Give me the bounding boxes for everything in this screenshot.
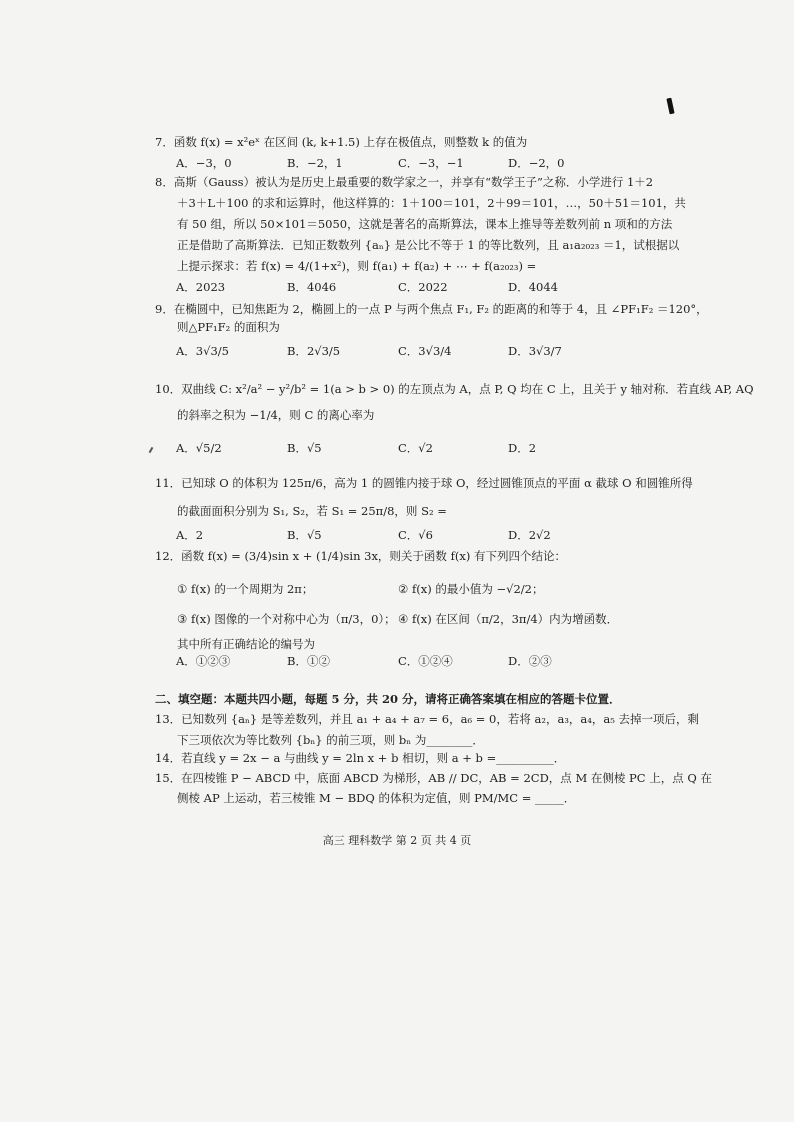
q10-option-b: B．√5 xyxy=(287,441,322,455)
q13-line-1: 13．已知数列 {aₙ} 是等差数列，并且 a₁ + a₄ + a₇ = 6，a₆ = 0，若将 a₂，a₃，a₄，a₅ 去掉一项后，剩 xyxy=(155,712,700,726)
q8-option-d: D．4044 xyxy=(508,280,558,294)
q10-line-1: 10．双曲线 C: x²/a² − y²/b² = 1(a > b > 0) 的左顶点为 A，点 P, Q 均在 C 上，且关于 y 轴对称．若直线 AP, AQ xyxy=(155,382,754,396)
q8-line-1: 8．高斯（Gauss）被认为是历史上最重要的数学家之一，并享有“数学王子”之称．小学进行 1＋2 xyxy=(155,175,654,189)
q11-option-d: D．2√2 xyxy=(508,528,551,542)
scan-speck xyxy=(149,447,154,453)
q12-stem: 12．函数 f(x) = (3/4)sin x + (1/4)sin 3x，则关于函数 f(x) 有下列四个结论： xyxy=(155,549,566,563)
q12-statement-3: ③ f(x) 图像的一个对称中心为（π/3，0）； xyxy=(177,612,396,626)
q11-option-c: C．√6 xyxy=(398,528,433,542)
section2-heading: 二、填空题：本题共四小题，每题 5 分，共 20 分，请将正确答案填在相应的答题卡位置． xyxy=(155,692,621,706)
q10-option-c: C．√2 xyxy=(398,441,433,455)
q12-statement-2: ② f(x) 的最小值为 −√2/2； xyxy=(398,582,544,596)
q9-line-2: 则△PF₁F₂ 的面积为 xyxy=(177,320,280,334)
q13-line-2: 下三项依次为等比数列 {bₙ} 的前三项，则 bₙ 为________． xyxy=(177,733,484,747)
q8-line-5: 上提示探求：若 f(x) = 4/(1+x²)，则 f(a₁) + f(a₂) + ⋯ + f(a₂₀₂₃) = xyxy=(177,259,537,273)
q15-line-1: 15．在四棱锥 P − ABCD 中，底面 ABCD 为梯形，AB // DC，AB = 2CD，点 M 在侧棱 PC 上，点 Q 在 xyxy=(155,771,712,785)
q11-option-b: B．√5 xyxy=(287,528,322,542)
q8-line-3: 有 50 组，所以 50×101＝5050，这就是著名的高斯算法，课本上推导等差数列前 n 项和的方法 xyxy=(177,217,673,231)
q15-line-2: 侧棱 AP 上运动，若三棱锥 M − BDQ 的体积为定值，则 PM/MC = _____． xyxy=(177,791,576,805)
q7-option-b: B．−2，1 xyxy=(287,156,343,170)
q7-option-d: D．−2，0 xyxy=(508,156,565,170)
q9-option-d: D．3√3/7 xyxy=(508,344,562,358)
q8-option-c: C．2022 xyxy=(398,280,448,294)
q11-option-a: A．2 xyxy=(176,528,204,542)
q12-prompt: 其中所有正确结论的编号为 xyxy=(177,637,315,651)
q9-line-1: 9．在椭圆中，已知焦距为 2，椭圆上的一点 P 与两个焦点 F₁, F₂ 的距离的和等于 4，且 ∠PF₁F₂ ＝120°， xyxy=(155,302,708,316)
q7-stem: 7．函数 f(x) = x²eˣ 在区间 (k, k+1.5) 上存在极值点，则整数 k 的值为 xyxy=(155,135,528,149)
q9-option-b: B．2√3/5 xyxy=(287,344,341,358)
q10-option-a: A．√5/2 xyxy=(176,441,222,455)
q11-line-2: 的截面面积分别为 S₁, S₂，若 S₁ = 25π/8，则 S₂ = xyxy=(177,504,447,518)
q12-option-d: D．②③ xyxy=(508,654,552,668)
q12-statement-1: ① f(x) 的一个周期为 2π； xyxy=(177,582,314,596)
q12-option-c: C．①②④ xyxy=(398,654,453,668)
q8-line-4: 正是借助了高斯算法．已知正数数列 {aₙ} 是公比不等于 1 的等比数列，且 a₁a₂₀₂₃ ＝1，试根据以 xyxy=(177,238,680,252)
q8-option-b: B．4046 xyxy=(287,280,337,294)
q7-option-c: C．−3，−1 xyxy=(398,156,464,170)
q7-option-a: A．−3，0 xyxy=(176,156,232,170)
q12-option-b: B．①② xyxy=(287,654,330,668)
q9-option-a: A．3√3/5 xyxy=(176,344,229,358)
scan-mark xyxy=(666,98,674,115)
q8-option-a: A．2023 xyxy=(176,280,226,294)
q14-line: 14．若直线 y = 2x − a 与曲线 y = 2ln x + b 相切，则 a + b =__________． xyxy=(155,751,566,765)
q10-line-2: 的斜率之积为 −1/4，则 C 的离心率为 xyxy=(177,408,375,422)
q10-option-d: D．2 xyxy=(508,441,537,455)
page-footer: 高三 理科数学 第 2 页 共 4 页 xyxy=(322,834,472,847)
q8-line-2: ＋3＋L＋100 的求和运算时，他这样算的：1＋100＝101，2＋99＝101，…，50＋51＝101，共 xyxy=(177,196,686,210)
q12-option-a: A．①②③ xyxy=(176,654,231,668)
q12-statement-4: ④ f(x) 在区间（π/2，3π/4）内为增函数． xyxy=(398,612,619,626)
q11-line-1: 11．已知球 O 的体积为 125π/6，高为 1 的圆锥内接于球 O，经过圆锥顶点的平面 α 截球 O 和圆锥所得 xyxy=(155,476,693,490)
q9-option-c: C．3√3/4 xyxy=(398,344,452,358)
